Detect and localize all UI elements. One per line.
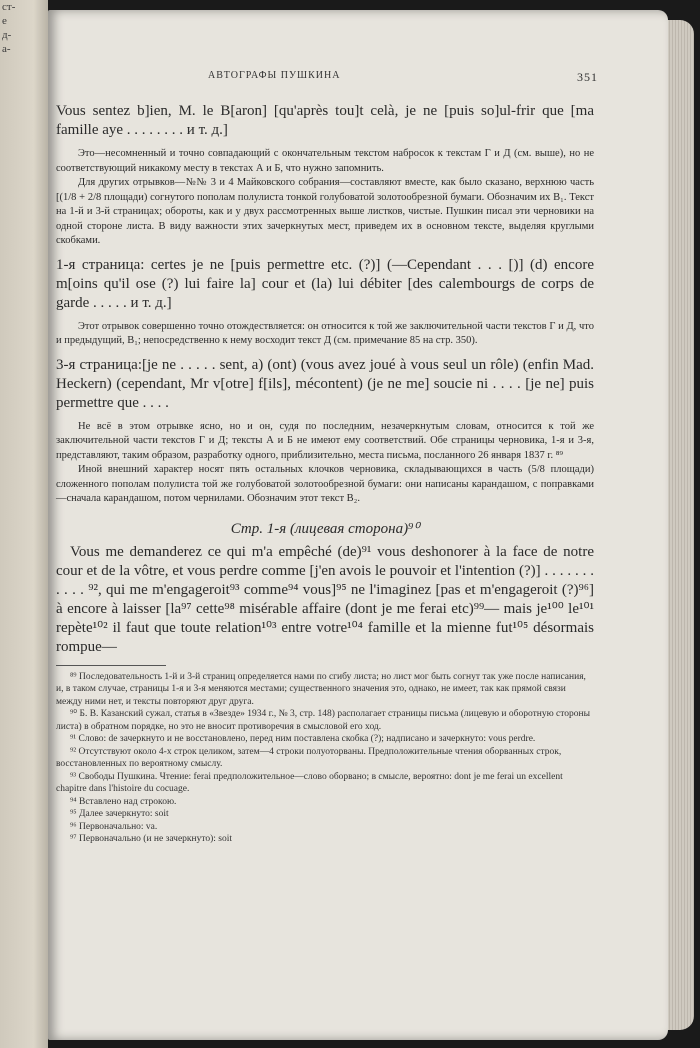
footnote: ⁹⁵ Далее зачеркнуто: soit (70, 809, 169, 819)
paragraph-1: Это—несомненный и точно совпадающий с окончательным текстом набросок к текстам Г и Д (см. выше), но не соответствующий никакому месту в текстах А и Б, что нужно запомнить. (56, 148, 594, 174)
paragraph-7: Иной внешний характер носят пять остальных клочков черновика, складывающихся в часть (5/8 площади) сложенного пополам полулиста той же голубоватой золотообрезной бумаги: они написаны карандашом, с поправками—сначала карандашом, потом чернилами. Обозначим этот текст В₂. (56, 464, 594, 504)
page-body (56, 72, 594, 846)
page-number: 351 (577, 70, 598, 84)
left-page-fragment: ст- (2, 1, 16, 13)
footnote: ⁹³ Свободы Пушкина. Чтение: ferai предположительное—слово оборвано; в смысле, вероятно: dont je me ferai un excellent chapitre dans l'histoire du cocuage. (56, 771, 563, 794)
book-page (48, 10, 668, 1040)
footnote: ⁹⁷ Первоначально (и не зачеркнуто): soit (70, 834, 233, 844)
paragraph-6: Не всё в этом отрывке ясно, но и он, судя по последним, незачеркнутым словам, относится к той же заключительной части текстов Г и Д; тексты А и Б не имеют ему соответствий. Обе страницы черновика, 1-я и 3-я, представляют, таким образом, разработку одного, приблизительно, места письма, посланного 26 января 1837 г. ⁸⁹ (56, 420, 594, 461)
footnote: ⁹⁰ Б. В. Казанский сужал, статья в «Звезде» 1934 г., № 3, стр. 148) располагает страницы письма (лицевую и оборотную стороны листа) в обратном порядке, но это не вносит противоречия в смысловой его ход. (56, 709, 590, 732)
footnote: ⁹¹ Слово: de зачеркнуто и не восстановлено, перед ним поставлена скобка (?); надписано и зачеркнуто: vous perdre. (70, 734, 536, 744)
left-page-fragment: а- (2, 43, 11, 55)
page-stack-edge (664, 20, 694, 1030)
footnotes (56, 671, 594, 846)
paragraph-5: 3-я страница:[je ne . . . . . sent, a) (ont) (vous avez joué à vous seul un rôle) (enfin Mad. Heckern) (cependant, Mr v[otre] f[ils], mécontent) (je ne me] soucie ni . . . . [je ne] puis permettre que . . . . (56, 356, 594, 411)
footnote-rule (56, 665, 166, 666)
main-french-text: Vous me demanderez ce qui m'a empêché (de)⁹¹ vous deshonorer à la face de notre cour et de la vôtre, et vous perdre comme [j'en avois le pouvoir et l'intention (?)] . . . . . . . . . . . ⁹², qui me m'engageroit⁹³ comme⁹⁴ vous]⁹⁵ ne l'imaginez [pas et m'engageroit (?)⁹⁶] à encore à laisser [la⁹⁷ cette⁹⁸ misérable affaire (dont je me ferai etc)⁹⁹— mais je¹⁰⁰ le¹⁰¹ repète¹⁰² il faut que toute relation¹⁰³ entre votre¹⁰⁴ famille et la mienne fut¹⁰⁵ désormais rompue— (56, 543, 594, 655)
paragraph-3: 1-я страница: certes je ne [puis permettre etc. (?)] (—Cependant . . . [)] (d) encore m[oins qu'il ose (?) lui faire la] cour et (la) lui débiter [des calembourgs de corps de garde . . . . . и т. д.] (56, 256, 594, 311)
section-subtitle: Стр. 1-я (лицевая сторона)⁹⁰ (230, 520, 420, 537)
footnote: ⁸⁹ Последовательность 1-й и 3-й страниц определяется нами по сгибу листа; но лист мог быть согнут так уже после написания, и, в таком случае, страницы 1-я и 3-я меняются местами; существенного значения это, однако, не имеет, так как прямой связи между ними нет, и тексты повторяют друг друга. (56, 671, 586, 707)
footnote: ⁹⁴ Вставлено над строкою. (70, 796, 177, 807)
paragraph-2: Для других отрывков—№№ 3 и 4 Майковского собрания—составляют вместе, как было сказано, верхнюю часть [(1/8 + 2/8 площади) согнутого пополам полулиста тонкой голубоватой золотообрезной бумаги. Обозначим их В₁. Текст на 1-й и 3-й страницах; обороты, как и у двух рассмотренных выше листков, чистые. Пушкин писал эти черновики на одной стороне листа. В виду важности этих зачеркнутых мест, приведем их в основном тексте, выделяя круглыми скобками. (56, 177, 594, 246)
left-page-edge (0, 0, 48, 1048)
paragraph-0: Vous sentez b]ien, M. le B[aron] [qu'après tou]t celà, je ne [puis so]ul-frir que [ma famille aye . . . . . . . . и т. д.] (56, 103, 594, 138)
left-page-fragment: д- (2, 29, 12, 41)
header-title: АВТОГРАФЫ ПУШКИНА (208, 70, 341, 81)
paragraph-4: Этот отрывок совершенно точно отождествляется: он относится к той же заключительной части текстов Г и Д, что и предыдущий, В₁; непосредственно к нему восходит текст Д (см. примечание 85 на стр. 350). (56, 320, 594, 346)
footnote: ⁹⁶ Первоначально: va. (70, 821, 158, 832)
footnote: ⁹² Отсутствуют около 4-х строк целиком, затем—4 строки полуоторваны. Предположительные чтения оборванных строк, восстановленных по вероятному смыслу. (56, 746, 562, 769)
left-page-fragment: е (2, 15, 7, 27)
